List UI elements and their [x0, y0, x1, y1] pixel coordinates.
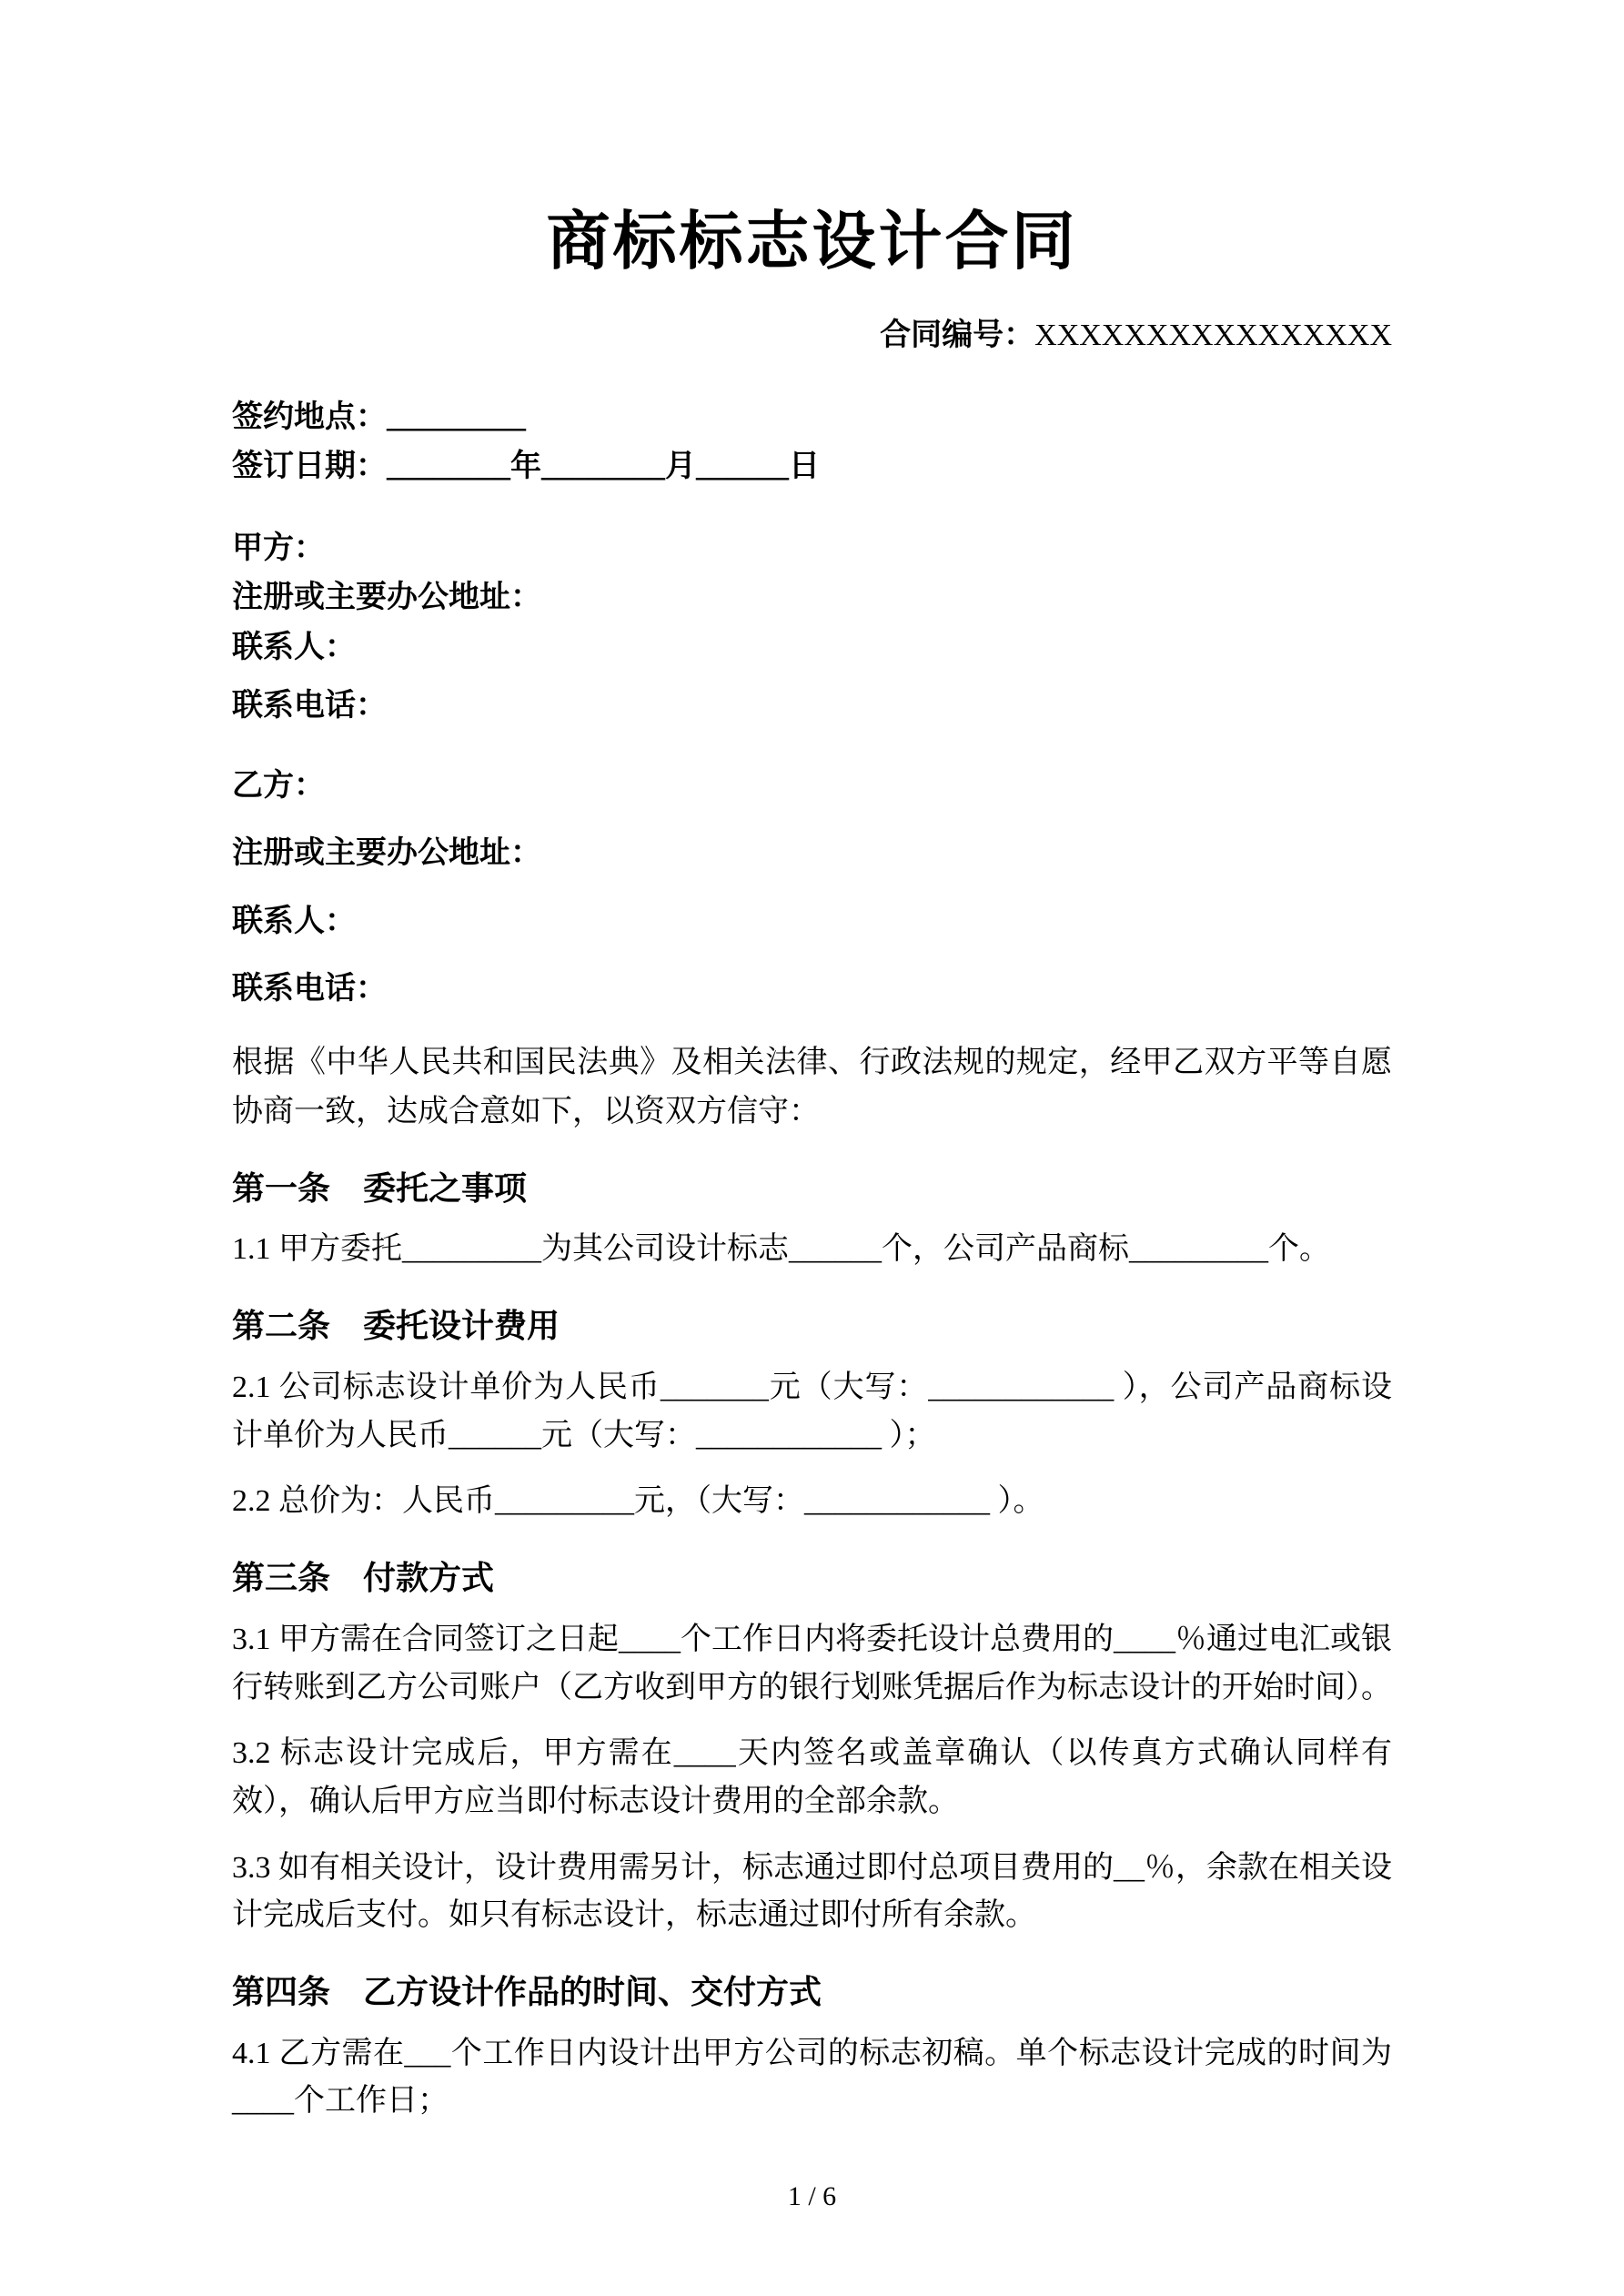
party-b-block: [232, 764, 1392, 1011]
sign-place-label: 签约地点：: [232, 400, 387, 434]
contract-number-label: 合同编号：: [880, 319, 1035, 352]
party-b-phone-line: 联系电话：: [232, 971, 387, 1006]
party-a-name-line: 甲方：: [232, 531, 325, 566]
sign-date-label: 签订日期：: [232, 449, 387, 483]
section-3: [232, 1557, 1392, 1940]
party-a-address-line: 注册或主要办公地址：: [232, 581, 541, 615]
page-number: 1 / 6: [787, 2181, 837, 2211]
preamble-paragraph: 根据《中华人民共和国民法典》及相关法律、行政法规的规定，经甲乙双方平等自愿协商一致，达成合意如下，以资双方信守：: [232, 1046, 1392, 1128]
contract-number-value: XXXXXXXXXXXXXXXX: [1034, 319, 1392, 352]
clause-3-1: 3.1 甲方需在合同签订之日起____个工作日内将委托设计总费用的____％通过电汇或银行转账到乙方公司账户（乙方收到甲方的银行划账凭据后作为标志设计的开始时间）。: [232, 1622, 1392, 1704]
party-a-block: [232, 527, 1392, 728]
party-b-address-line: 注册或主要办公地址：: [232, 836, 541, 871]
clause-2-1: 2.1 公司标志设计单价为人民币_______元（大写：____________ ），公司产品商标设计单价为人民币______元（大写：____________ ）；: [232, 1370, 1392, 1452]
section-4: [232, 1971, 1392, 2126]
party-a-phone-line: 联系电话：: [232, 688, 387, 723]
sign-date-blanks: ________年________月______日: [387, 449, 820, 483]
clause-3-3: 3.3 如有相关设计，设计费用需另计，标志通过即付总项目费用的__％，余款在相关设计完成后支付。如只有标志设计，标志通过即付所有余款。: [232, 1850, 1392, 1933]
clause-3-2: 3.2 标志设计完成后，甲方需在____天内签名或盖章确认（以传真方式确认同样有效），确认后甲方应当即付标志设计费用的全部余款。: [232, 1736, 1392, 1818]
section-1-heading: 第一条 委托之事项: [232, 1169, 528, 1207]
sign-date-line: [232, 445, 1392, 489]
clause-4-1: 4.1 乙方需在___个工作日内设计出甲方公司的标志初稿。单个标志设计完成的时间为____个工作日；: [232, 2036, 1392, 2119]
party-b-name-line: 乙方：: [232, 769, 325, 804]
section-2-heading: 第二条 委托设计费用: [232, 1308, 560, 1345]
clause-1-1: 1.1 甲方委托_________为其公司设计标志______个，公司产品商标_________个。: [232, 1232, 1330, 1267]
section-3-heading: 第三条 付款方式: [232, 1560, 495, 1597]
party-b-contact-line: 联系人：: [232, 904, 356, 938]
section-4-heading: 第四条 乙方设计作品的时间、交付方式: [232, 1973, 822, 2010]
sign-place-line: [232, 396, 1392, 440]
section-2: [232, 1305, 1392, 1526]
page-footer: [0, 2181, 1624, 2212]
contract-number-line: [232, 314, 1392, 358]
contract-title: 商标标志设计合同: [546, 207, 1078, 278]
clause-2-2: 2.2 总价为：人民币_________元，（大写：____________ ）。: [232, 1484, 1044, 1519]
sign-place-blank: _________: [387, 400, 526, 434]
party-a-contact-line: 联系人：: [232, 630, 356, 664]
section-1: [232, 1168, 1392, 1274]
